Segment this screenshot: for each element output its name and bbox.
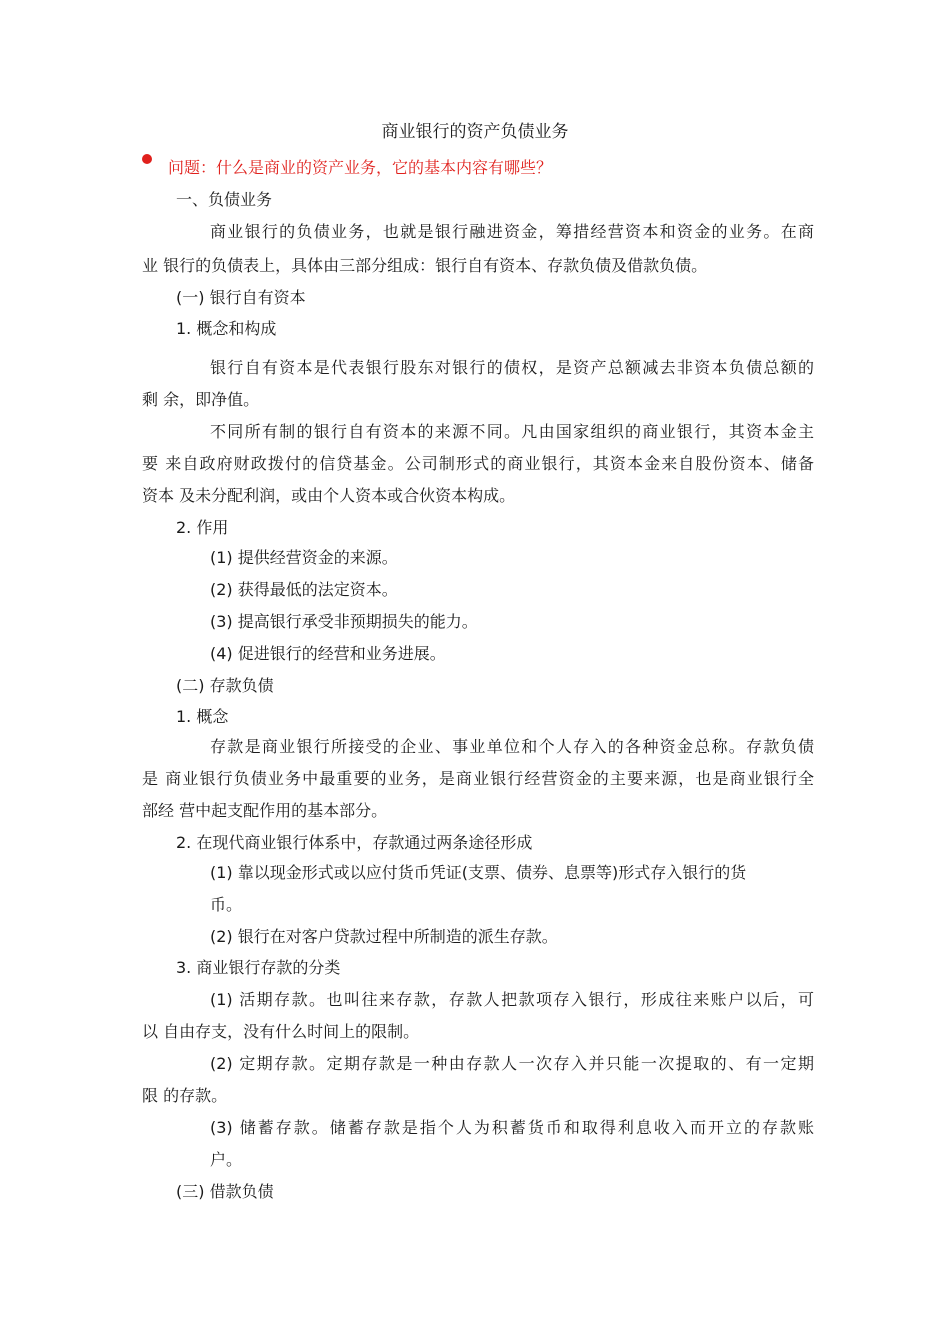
item-heading: 2. 在现代商业银行体系中，存款通过两条途径形成 [176, 833, 533, 852]
list-item: (1) 靠以现金形式或以应付货币凭证(支票、债券、息票等)形式存入银行的货 [210, 863, 747, 882]
subsection-heading: (一) 银行自有资本 [176, 288, 306, 307]
list-item: (2) 定期存款。定期存款是一种由存款人一次存入并只能一次提取的、有一定期 [210, 1054, 814, 1073]
question-line: 问题：什么是商业的资产业务，它的基本内容有哪些？ [168, 158, 553, 177]
section-heading: 一、负债业务 [176, 190, 273, 209]
list-item: (1) 活期存款。也叫往来存款，存款人把款项存入银行，形成往来账户以后，可 [210, 990, 814, 1009]
document-title: 商业银行的资产负债业务 [381, 122, 569, 142]
subsection-heading: (三) 借款负债 [176, 1182, 274, 1201]
bullet-dot-icon [142, 154, 152, 164]
item-heading: 2. 作用 [176, 518, 229, 537]
paragraph-line: 资本 及未分配利润，或由个人资本或合伙资本构成。 [142, 486, 516, 505]
list-item: (2) 银行在对客户贷款过程中所制造的派生存款。 [210, 927, 558, 946]
paragraph-line: 存款是商业银行所接受的企业、事业单位和个人存入的各种资金总称。存款负债 [210, 737, 814, 756]
list-item: (4) 促进银行的经营和业务进展。 [210, 644, 446, 663]
list-item: (3) 提高银行承受非预期损失的能力。 [210, 612, 478, 631]
subsection-heading: (二) 存款负债 [176, 676, 274, 695]
paragraph-line: 业 银行的负债表上，具体由三部分组成：银行自有资本、存款负债及借款负债。 [142, 256, 708, 275]
list-item: (2) 获得最低的法定资本。 [210, 580, 398, 599]
paragraph-line: 要 来自政府财政拨付的信贷基金。公司制形式的商业银行，其资本金来自股份资本、储备 [142, 454, 814, 473]
list-item-continuation: 限 的存款。 [142, 1086, 228, 1105]
list-item: (3) 储蓄存款。储蓄存款是指个人为积蓄货币和取得利息收入而开立的存款账 [210, 1118, 814, 1137]
paragraph-line: 商业银行的负债业务，也就是银行融进资金，筹措经营资本和资金的业务。在商 [210, 222, 814, 241]
paragraph-line: 银行自有资本是代表银行股东对银行的债权，是资产总额减去非资本负债总额的 [210, 358, 814, 377]
item-heading: 3. 商业银行存款的分类 [176, 958, 341, 977]
paragraph-line: 是 商业银行负债业务中最重要的业务，是商业银行经营资金的主要来源，也是商业银行全 [142, 769, 814, 788]
paragraph-line: 不同所有制的银行自有资本的来源不同。凡由国家组织的商业银行，其资本金主 [210, 422, 814, 441]
paragraph-line: 剩 余，即净值。 [142, 390, 260, 409]
item-heading: 1. 概念 [176, 707, 229, 726]
list-item: (1) 提供经营资金的来源。 [210, 548, 398, 567]
item-heading: 1. 概念和构成 [176, 319, 277, 338]
list-item-continuation: 户。 [210, 1150, 243, 1169]
list-item-continuation: 币。 [210, 895, 243, 914]
list-item-continuation: 以 自由存支，没有什么时间上的限制。 [142, 1022, 420, 1041]
paragraph-line: 部经 营中起支配作用的基本部分。 [142, 801, 388, 820]
